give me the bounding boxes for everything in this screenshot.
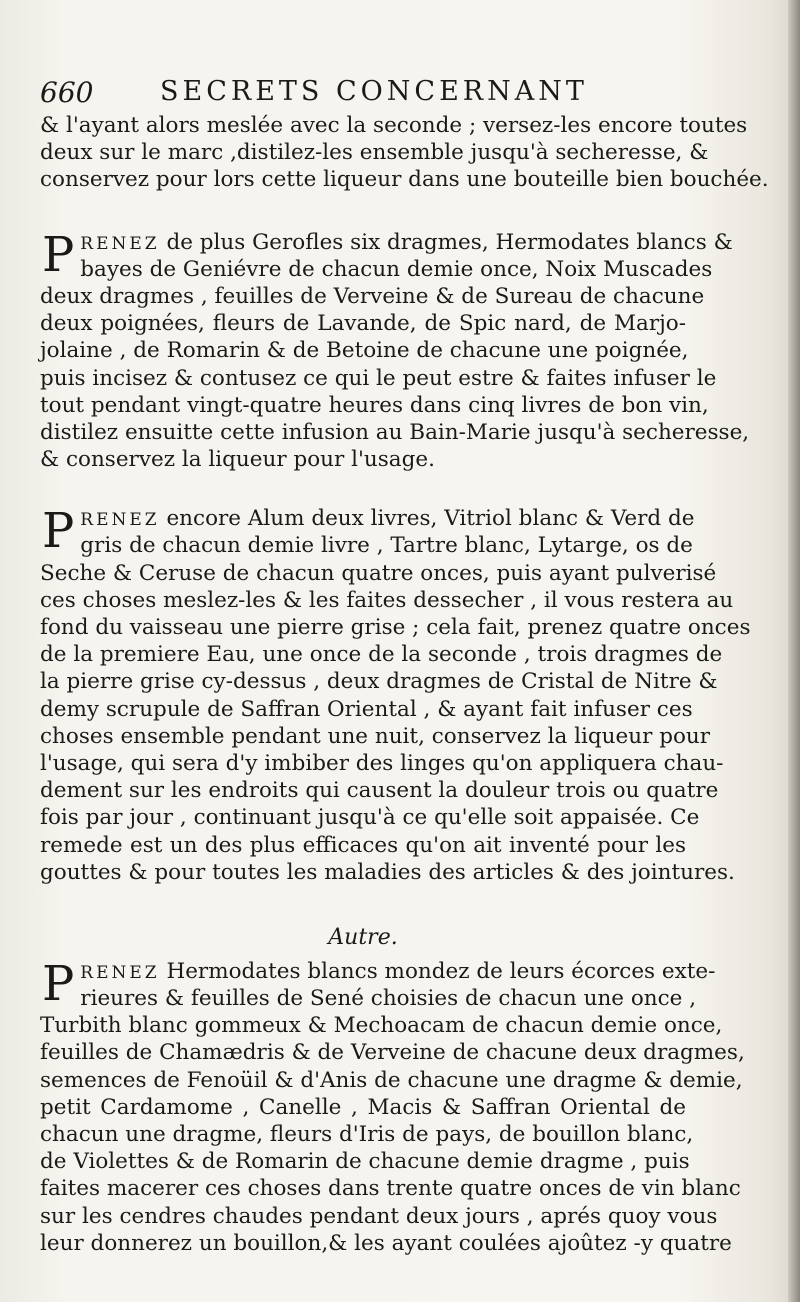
small-caps-word: RENEZ (80, 233, 160, 254)
text-line: demy scrupule de Saffran Oriental , & ayant fait infuser ces (40, 696, 693, 722)
drop-capital: P (42, 226, 75, 283)
text-line: jolaine , de Romarin & de Betoine de chacune une poignée, (40, 338, 689, 364)
text-line: choses ensemble pendant une nuit, conservez la liqueur pour (40, 723, 711, 749)
recipe-paragraph-2 (40, 503, 751, 886)
drop-capital: P (42, 955, 75, 1012)
text-line: conservez pour lors cette liqueur dans une bouteille bien bouchée. (40, 167, 769, 193)
page-number: 660 (40, 76, 94, 109)
page-spine-shadow (788, 0, 800, 1302)
text-line: deux dragmes , feuilles de Verveine & de Sureau de chacune (40, 283, 705, 309)
text-line: deux poignées, fleurs de Lavande, de Spic nard, de Marjo- (40, 311, 686, 337)
small-caps-word: RENEZ (80, 962, 160, 983)
text-line: puis incisez & contusez ce qui le peut estre & faites infuser le (40, 365, 717, 391)
section-heading: Autre. (328, 924, 398, 950)
text-line: faites macerer ces choses dans trente quatre onces de vin blanc (40, 1176, 741, 1202)
page-header (40, 74, 600, 114)
text-line: deux sur le marc ,distilez-les ensemble jusqu'à secheresse, & (40, 140, 709, 166)
text-line: sur les cendres chaudes pendant deux jours , aprés quoy vous (40, 1203, 718, 1229)
text-line: feuilles de Chamædris & de Verveine de chacune deux dragmes, (40, 1040, 745, 1066)
text-line: gris de chacun demie livre , Tartre blanc, Lytarge, os de (80, 533, 693, 559)
text-line: petit Cardamome , Canelle , Macis & Saffran Oriental de (40, 1094, 686, 1120)
text-line: chacun une dragme, fleurs d'Iris de pays, de bouillon blanc, (40, 1122, 694, 1147)
drop-capital: P (42, 503, 75, 560)
text-line: semences de Fenoüil & d'Anis de chacune une dragme & demie, (40, 1067, 743, 1093)
text-line: dement sur les endroits qui causent la douleur trois ou quatre (40, 778, 719, 804)
text-line: remede est un des plus efficaces qu'on ait inventé pour les (40, 832, 686, 858)
text-line: distilez ensuitte cette infusion au Bain-Marie jusqu'à secheresse, (40, 419, 750, 445)
text-line: tout pendant vingt-quatre heures dans cinq livres de bon vin, (40, 392, 709, 418)
first-line-text: de plus Gerofles six dragmes, Hermodates blancs & (166, 229, 733, 255)
recipe-paragraph-1 (40, 226, 750, 474)
text-line: la pierre grise cy-dessus , deux dragmes de Cristal de Nitre & (40, 669, 718, 695)
text-line: gouttes & pour toutes les maladies des articles & des jointures. (40, 859, 735, 885)
text-line: bayes de Geniévre de chacun demie once, Noix Muscades (80, 256, 713, 282)
text-line: ces choses meslez-les & les faites dessecher , il vous restera au (40, 587, 734, 613)
text-line: de Violettes & de Romarin de chacune demie dragme , puis (40, 1149, 690, 1175)
running-head: SECRETS CONCERNANT (160, 76, 588, 107)
text-line: leur donnerez un bouillon,& les ayant coulées ajoûtez -y quatre (40, 1230, 732, 1256)
text-line: fois par jour , continuant jusqu'à ce qu'elle soit appaisée. Ce (40, 805, 700, 831)
continuation-paragraph (40, 112, 769, 194)
first-line-text: Hermodates blancs mondez de leurs écorces exte- (166, 958, 716, 984)
text-block (40, 112, 769, 1257)
text-line: Turbith blanc gommeux & Mechoacam de chacun demie once, (40, 1013, 723, 1039)
text-line: fond du vaisseau une pierre grise ; cela fait, prenez quatre onces (40, 615, 751, 640)
first-line-text: encore Alum deux livres, Vitriol blanc & Verd de (166, 506, 695, 532)
text-line: & conservez la liqueur pour l'usage. (40, 447, 435, 473)
text-line: de la premiere Eau, une once de la seconde , trois dragmes de (40, 642, 723, 668)
text-line: Seche & Ceruse de chacun quatre onces, puis ayant pulverisé (40, 560, 717, 586)
small-caps-word: RENEZ (80, 510, 160, 531)
recipe-paragraph-3 (40, 955, 745, 1257)
text-line: rieures & feuilles de Sené choisies de chacun une once , (80, 986, 697, 1012)
text-line: l'usage, qui sera d'y imbiber des linges qu'on appliquera chau- (40, 750, 724, 776)
text-line: & l'ayant alors meslée avec la seconde ; versez-les encore toutes (40, 113, 748, 138)
